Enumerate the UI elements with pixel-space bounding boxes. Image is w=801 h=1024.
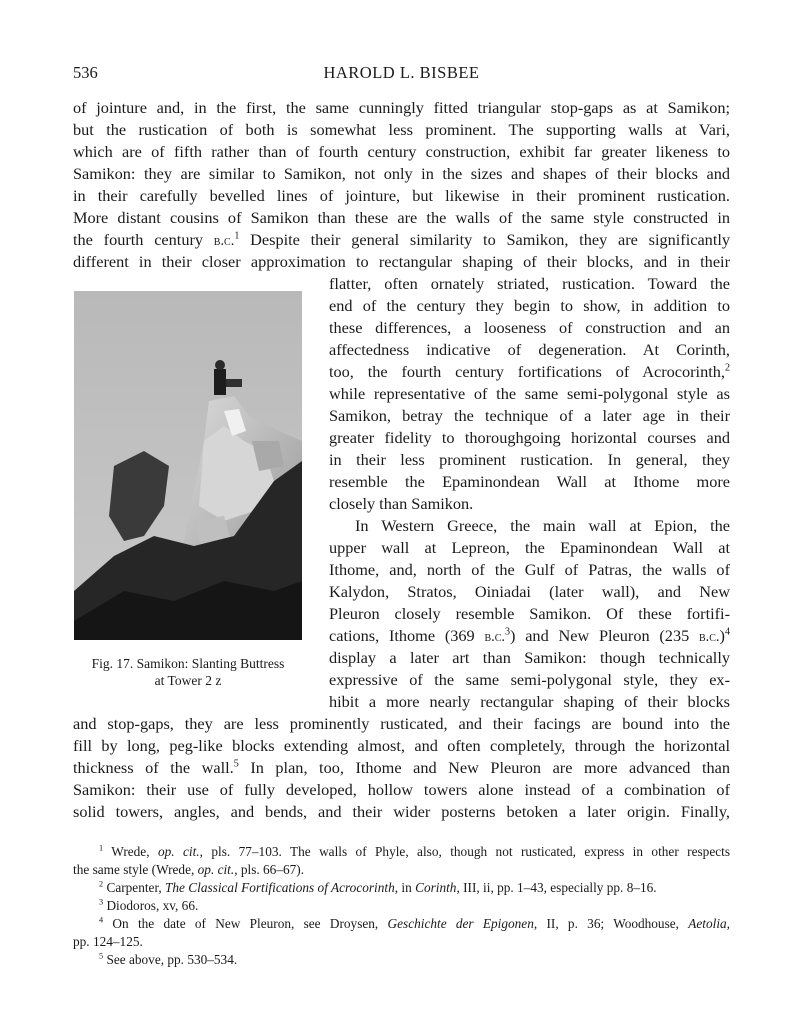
text-run: the fourth century — [73, 230, 204, 249]
abbr-bc: b.c. — [484, 629, 505, 645]
note-mark: 5 — [233, 758, 239, 770]
caption-line: at Tower 2 z — [154, 673, 222, 688]
body-line: solid towers, angles, and bends, and their wider posterns betoken a later origin. Finally, — [73, 802, 730, 821]
footnote-3 — [73, 897, 730, 915]
text-run: Diodoros, xv, 66. — [106, 898, 199, 913]
text-run: Aetolia, — [688, 916, 731, 931]
body-line: which are of fifth rather than of fourth century construction, exhibit far greater likeness to — [73, 142, 730, 161]
body-line: Ithome, and, north of the Gulf of Patras, the walls of — [329, 560, 730, 579]
abbr-bc: b.c. — [213, 233, 235, 249]
body-line — [73, 757, 730, 779]
page-header — [73, 63, 730, 85]
photograph-samikon-buttress — [74, 291, 302, 640]
text-run: , III, ii, pp. 1–43, especially pp. 8–16. — [456, 880, 657, 895]
text-run: thickness of the wall. — [73, 758, 234, 777]
text-run: ) and New Pleuron (235 — [510, 626, 690, 645]
body-line: Samikon: their use of fully developed, hollow towers alone instead of a combination of — [73, 780, 730, 799]
text-run: , pls. 77–103. The walls of Phyle, also, though not rusticated, express in other respects — [199, 844, 730, 859]
note-mark: 1 — [99, 843, 104, 853]
text-run: cations, Ithome (369 — [329, 626, 475, 645]
body-line: Kalydon, Stratos, Oiniadai (later wall), and New — [329, 582, 730, 601]
body-line: of jointure and, in the first, the same cunningly fitted triangular stop-gaps as at Samikon; — [73, 98, 730, 117]
body-line: fill by long, peg-like blocks extending almost, and often completely, through the horizontal — [73, 736, 730, 755]
footnote-1 — [73, 843, 730, 861]
abbr-bc: b.c. — [699, 629, 720, 645]
body-line: Pleuron closely resemble Samikon. Of these fortifi- — [329, 604, 730, 623]
body-line: closely than Samikon. — [329, 494, 474, 513]
body-line: resemble the Epaminondean Wall at Ithome more — [329, 472, 730, 491]
text-run: On the date of New Pleuron, see Droysen, — [112, 916, 379, 931]
body-line: greater fidelity to thoroughgoing horizontal courses and — [329, 428, 730, 447]
text-run: Carpenter, — [106, 880, 162, 895]
caption-line: Fig. 17. Samikon: Slanting Buttress — [91, 656, 285, 671]
note-mark: 5 — [99, 951, 104, 961]
footnote-1-cont — [73, 861, 730, 879]
page-number: 536 — [73, 63, 98, 82]
body-line: upper wall at Lepreon, the Epaminondean Wall at — [329, 538, 730, 557]
note-mark: 4 — [724, 626, 730, 638]
body-line — [329, 361, 730, 383]
note-mark: 2 — [724, 362, 730, 374]
figure-caption — [68, 655, 308, 689]
body-line: Samikon, betray the technique of a later age in their — [329, 406, 730, 425]
text-run: , pls. 66–67). — [234, 862, 305, 877]
body-line: Samikon: they are similar to Samikon, not only in the sizes and shapes of their blocks and — [73, 164, 730, 183]
text-run: Corinth — [415, 880, 457, 895]
text-run: Wrede, — [111, 844, 150, 859]
body-line: expressive of the same semi-polygonal style, they ex- — [329, 670, 730, 689]
text-run: , in — [394, 880, 412, 895]
body-line: In Western Greece, the main wall at Epion, the — [355, 516, 730, 535]
text-run: See above, pp. 530–534. — [106, 952, 238, 967]
text-run: the same style (Wrede, — [73, 862, 195, 877]
note-mark: 3 — [99, 897, 104, 907]
footnote-2 — [73, 879, 730, 897]
body-line: in their less prominent rustication. In general, they — [329, 450, 730, 469]
footnote-5 — [73, 951, 730, 969]
text-run: op. cit. — [197, 862, 235, 877]
body-line: display a later art than Samikon: though technically — [329, 648, 730, 667]
text-run: Geschichte der Epigonen — [387, 916, 534, 931]
running-title: HAROLD L. BISBEE — [323, 63, 480, 82]
body-line: these differences, a looseness of construction and an — [329, 318, 730, 337]
text-run: The Classical Fortifications of Acrocorinth — [165, 880, 395, 895]
body-line: but the rustication of both is somewhat less prominent. The supporting walls at Vari, — [73, 120, 730, 139]
body-line: while representative of the same semi-polygonal style as — [329, 384, 730, 403]
body-line: cations, Ithome (369 b.c.$^3$) and New Pleuron (235 b.c.)$^4$ — [329, 626, 730, 645]
note-mark: 1 — [234, 230, 240, 242]
footnote-4 — [73, 915, 730, 933]
body-line: and stop-gaps, they are less prominently rusticated, and their facings are bound into the — [73, 714, 730, 733]
text-run: , II, p. 36; Woodhouse, — [533, 916, 679, 931]
text-run: op. cit. — [157, 844, 200, 859]
body-line: flatter, often ornately striated, rustication. Toward the — [329, 274, 730, 293]
body-line: affectedness indicative of degeneration. At Corinth, — [329, 340, 730, 359]
body-line: hibit a more nearly rectangular shaping of their blocks — [329, 692, 730, 711]
note-mark: 2 — [99, 879, 104, 889]
body-line — [73, 229, 730, 252]
text-run: Despite their general similarity to Samikon, they are significantly — [250, 230, 731, 249]
body-line: in their carefully bevelled lines of jointure, but likewise in their prominent rustication. — [73, 186, 730, 205]
body-line: end of the century they begin to show, in addition to — [329, 296, 730, 315]
note-mark: 4 — [99, 915, 104, 925]
body-line: More distant cousins of Samikon than these are the walls of the same style constructed in — [73, 208, 730, 227]
note-mark: 3 — [504, 626, 511, 638]
body-line: different in their closer approximation to rectangular shaping of their blocks, and in their — [73, 252, 730, 271]
footnote-4-cont: pp. 124–125. — [73, 934, 143, 949]
text-run: In plan, too, Ithome and New Pleuron are more advanced than — [250, 758, 730, 777]
text-run: too, the fourth century fortifications of Acrocorinth, — [329, 362, 725, 381]
